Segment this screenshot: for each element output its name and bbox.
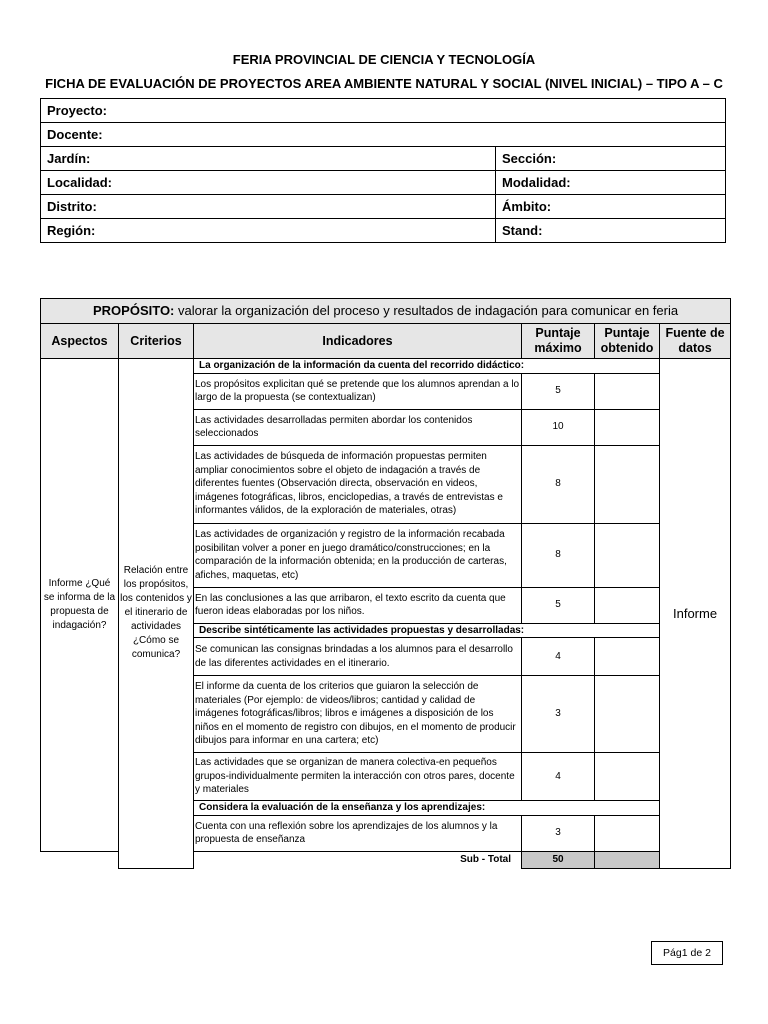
page-number: Pág1 de 2 <box>651 941 723 965</box>
max-score: 4 <box>522 638 595 676</box>
obtained-score-input[interactable] <box>595 638 660 676</box>
indicator-text: Las actividades de búsqueda de información propuestas permiten ampliar conocimientos sobre el objeto de indagación a través de diferentes fuentes (Observación directa, observación en videos, imágenes fotográficas, libros, enciclopedias, a través de entrevistas e informantes válidos, de la exploración de materiales, otras) <box>194 445 522 523</box>
fuente-cell: Informe <box>660 359 731 869</box>
section-title: La organización de la información da cuenta del recorrido didáctico: <box>194 359 660 374</box>
max-score: 5 <box>522 373 595 409</box>
obtained-score-input[interactable] <box>595 409 660 445</box>
max-score: 3 <box>522 676 595 753</box>
purpose-label: PROPÓSITO: <box>93 303 175 319</box>
evaluation-table <box>40 298 731 869</box>
obtained-score-input[interactable] <box>595 753 660 801</box>
max-score: 8 <box>522 523 595 587</box>
subtotal-label: Sub - Total <box>194 851 522 868</box>
localidad-field[interactable]: Localidad: <box>41 171 496 195</box>
aspecto-cell: Informe ¿Qué se informa de la propuesta de indagación? <box>41 359 119 852</box>
indicator-text: Cuenta con una reflexión sobre los aprendizajes de los alumnos y la propuesta de enseñanza <box>194 815 522 851</box>
form-subtitle: FICHA DE EVALUACIÓN DE PROYECTOS AREA AMBIENTE NATURAL Y SOCIAL (NIVEL INICIAL) – TIPO A – C <box>45 76 723 91</box>
docente-field[interactable]: Docente: <box>41 123 726 147</box>
form-title: FERIA PROVINCIAL DE CIENCIA Y TECNOLOGÍA <box>232 52 536 67</box>
obtained-score-input[interactable] <box>595 445 660 523</box>
criterio-cell: Relación entre los propósitos, los contenidos y el itinerario de actividades ¿Cómo se comunica? <box>119 359 194 869</box>
indicator-text: El informe da cuenta de los criterios que guiaron la selección de materiales (Por ejemplo: de videos/libros; cantidad y calidad de imágenes fotográficas/libros; libros e imágenes a disposición de los niños en el momento de registro con dibujos, en el momento de producir dibujos para informar en una cartera; etc) <box>194 676 522 753</box>
max-score: 8 <box>522 445 595 523</box>
obtained-score-input[interactable] <box>595 676 660 753</box>
region-field[interactable]: Región: <box>41 219 496 243</box>
indicator-text: Los propósitos explicitan qué se pretende que los alumnos aprendan a lo largo de la propuesta (se contextualizan) <box>194 373 522 409</box>
indicator-text: En las conclusiones a las que arribaron, el texto escrito da cuenta que fueron ideas elaboradas por los niños. <box>194 587 522 623</box>
col-indicadores: Indicadores <box>194 324 522 359</box>
obtained-score-input[interactable] <box>595 373 660 409</box>
purpose-text: valorar la organización del proceso y resultados de indagación para comunicar en feria <box>174 303 679 319</box>
max-score: 3 <box>522 815 595 851</box>
purpose-row <box>41 299 731 324</box>
indicator-text: Las actividades desarrolladas permiten abordar los contenidos seleccionados <box>194 409 522 445</box>
seccion-field[interactable]: Sección: <box>496 147 726 171</box>
stand-field[interactable]: Stand: <box>496 219 726 243</box>
proyecto-field[interactable]: Proyecto: <box>41 99 726 123</box>
indicator-text: Se comunican las consignas brindadas a los alumnos para el desarrollo de las diferentes actividades en el itinerario. <box>194 638 522 676</box>
modalidad-field[interactable]: Modalidad: <box>496 171 726 195</box>
ambito-field[interactable]: Ámbito: <box>496 195 726 219</box>
col-puntaje-maximo: Puntaje máximo <box>522 324 595 359</box>
indicator-text: Las actividades que se organizan de manera colectiva-en pequeños grupos-individualmente permiten la interacción con otros pares, docente y materiales <box>194 753 522 801</box>
max-score: 10 <box>522 409 595 445</box>
obtained-score-input[interactable] <box>595 815 660 851</box>
section-title: Considera la evaluación de la enseñanza y los aprendizajes: <box>194 801 660 816</box>
max-score: 5 <box>522 587 595 623</box>
col-fuente: Fuente de datos <box>660 324 731 359</box>
col-puntaje-obtenido: Puntaje obtenido <box>595 324 660 359</box>
distrito-field[interactable]: Distrito: <box>41 195 496 219</box>
jardin-field[interactable]: Jardín: <box>41 147 496 171</box>
obtained-score-input[interactable] <box>595 523 660 587</box>
section-title: Describe sintéticamente las actividades propuestas y desarrolladas: <box>194 623 660 638</box>
indicator-text: Las actividades de organización y registro de la información recabada posibilitan volver a poner en juego dramático/construcciones; en la comparación de la información obtenida; en la producción de carteras, afiches, maquetas, etc) <box>194 523 522 587</box>
obtained-score-input[interactable] <box>595 587 660 623</box>
max-score: 4 <box>522 753 595 801</box>
col-aspectos: Aspectos <box>41 324 119 359</box>
col-criterios: Criterios <box>119 324 194 359</box>
subtotal-value: 50 <box>522 851 595 868</box>
project-info-table <box>40 98 726 243</box>
subtotal-obtained[interactable] <box>595 851 660 868</box>
